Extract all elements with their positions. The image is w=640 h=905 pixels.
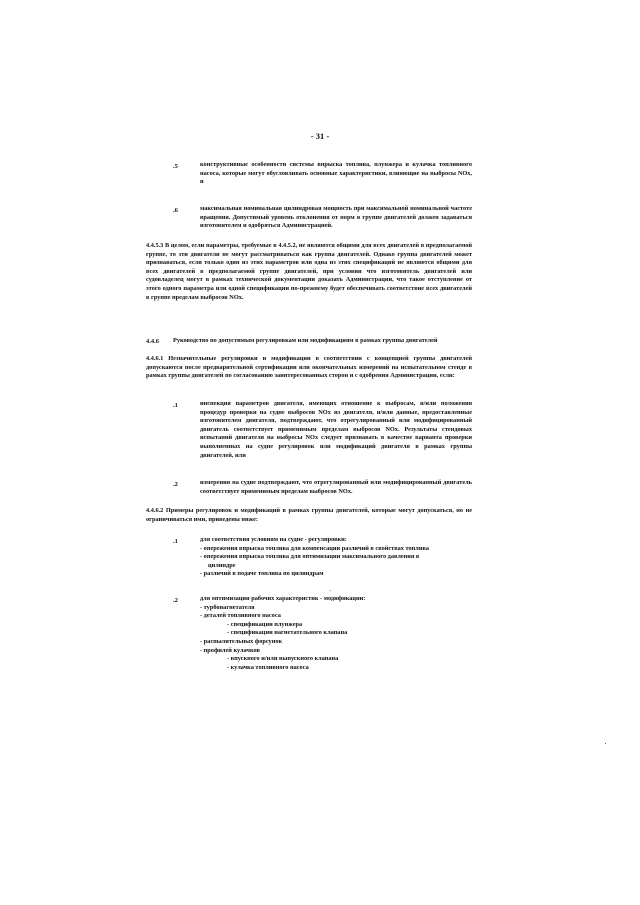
list-item: - турбонагнетателя <box>200 603 255 611</box>
item-text: инспекция параметров двигателя, имеющих отношение к выбросам, и/или положения процедур проверки на судне выбросов NOx из двигателя, и/или данные, предоставленные изготовителем двигателя, подтверждают, что отрегулированный или модифицированный двигатель соответствует применимым пределам выбросов NOx. Результаты стендовых испытаний двигателя на выбросы NOx следует признавать в качестве варианта проверки выполненных на судне регулировок или модификаций двигателя в рамках группы двигателей, или <box>200 400 472 459</box>
paragraph-4-4-6-1: 4.4.6.1 Незначительные регулировки и модификации в соответствии с концепцией группы двигателей допускаются после предварительной сертификации или окончательных измерений на испытательном стенде в рамках группы двигателей по согласованию заинтересованных сторон и с одобрения Администрации, если: <box>146 355 472 380</box>
item-text: конструктивные особенности системы впрыска топлива, плунжера и кулачка топливного насоса, которые могут обусловливать основные характеристики, влияющие на выбросы NOx, и <box>200 161 472 186</box>
list-item: - кулачка топливного насоса <box>227 663 309 671</box>
list-item: для оптимизации рабочих характеристик - модификации: <box>200 595 366 602</box>
list-item: - профилей кулачков <box>200 646 260 654</box>
list-item: - спецификации плунжера <box>227 620 303 628</box>
section-number: 4.4.6 <box>146 338 159 345</box>
section-heading: Руководство по допустимым регулировкам или модификациям в рамках группы двигателей <box>173 337 438 344</box>
page-number: - 31 - <box>310 131 330 141</box>
list-item: - спецификации нагнетательного клапана <box>227 629 348 637</box>
list-item: - деталей топливного насоса <box>200 612 281 620</box>
item-number: .6 <box>173 207 178 214</box>
scan-speck <box>330 590 331 591</box>
list-modifications <box>200 595 475 672</box>
scan-speck <box>605 743 606 744</box>
list-regulations <box>200 536 475 579</box>
paragraph-4-4-6-2: 4.4.6.2 Примеры регулировок и модификаций в рамках группы двигателей, которые могут допускаться, но не ограничиваться ими, приведены ниже: <box>146 507 472 523</box>
list-number: .1 <box>173 538 178 545</box>
item-number: .1 <box>173 402 178 409</box>
list-item: - опережения впрыска топлива для компенсации различий в свойствах топлива <box>200 544 429 552</box>
list-item: - опережения впрыска топлива для оптимизации максимального давления в <box>200 553 420 561</box>
paragraph-4-4-5-3: 4.4.5.3 В целом, если параметры, требуемые в 4.4.5.2, не являются общими для всех двигателей в предполагаемой группе, то эти двигатели не могут рассматриваться как группа двигателей. Однако группа двигателей может признаваться, если только один из этих параметров или одна из этих спецификаций не являются общими для всех двигателей в предполагаемой группе двигателей, при условии что изготовитель двигателей или судовладелец могут в рамках технической документации доказать Администрации, что такое отступление от этого одного параметра или одной спецификации по-прежнему будет обеспечивать соответствие всех двигателей в группе пределам выбросов NOx. <box>146 242 472 301</box>
item-text: измерения на судне подтверждают, что отрегулированный или модифицированный двигатель соответствует применимым пределам выбросов NOx. <box>200 479 472 495</box>
item-number: .5 <box>173 163 178 170</box>
list-item: для соответствия условиям на судне - регулировки: <box>200 536 347 543</box>
item-number: .2 <box>173 481 178 488</box>
list-item: цилиндре <box>208 561 236 569</box>
list-item: - впускного и/или выпускного клапана <box>227 655 339 663</box>
list-item: - различий в подаче топлива по цилиндрам <box>200 570 324 578</box>
list-number: .2 <box>173 597 178 604</box>
item-text: максимальная номинальная цилиндровая мощность при максимальной номинальной частоте вращения. Допустимый уровень отклонения от норм в группе двигателей должен задаваться изготовителем и одобряться Администрацией. <box>200 205 472 230</box>
list-item: - распылительных форсунок <box>200 637 283 645</box>
